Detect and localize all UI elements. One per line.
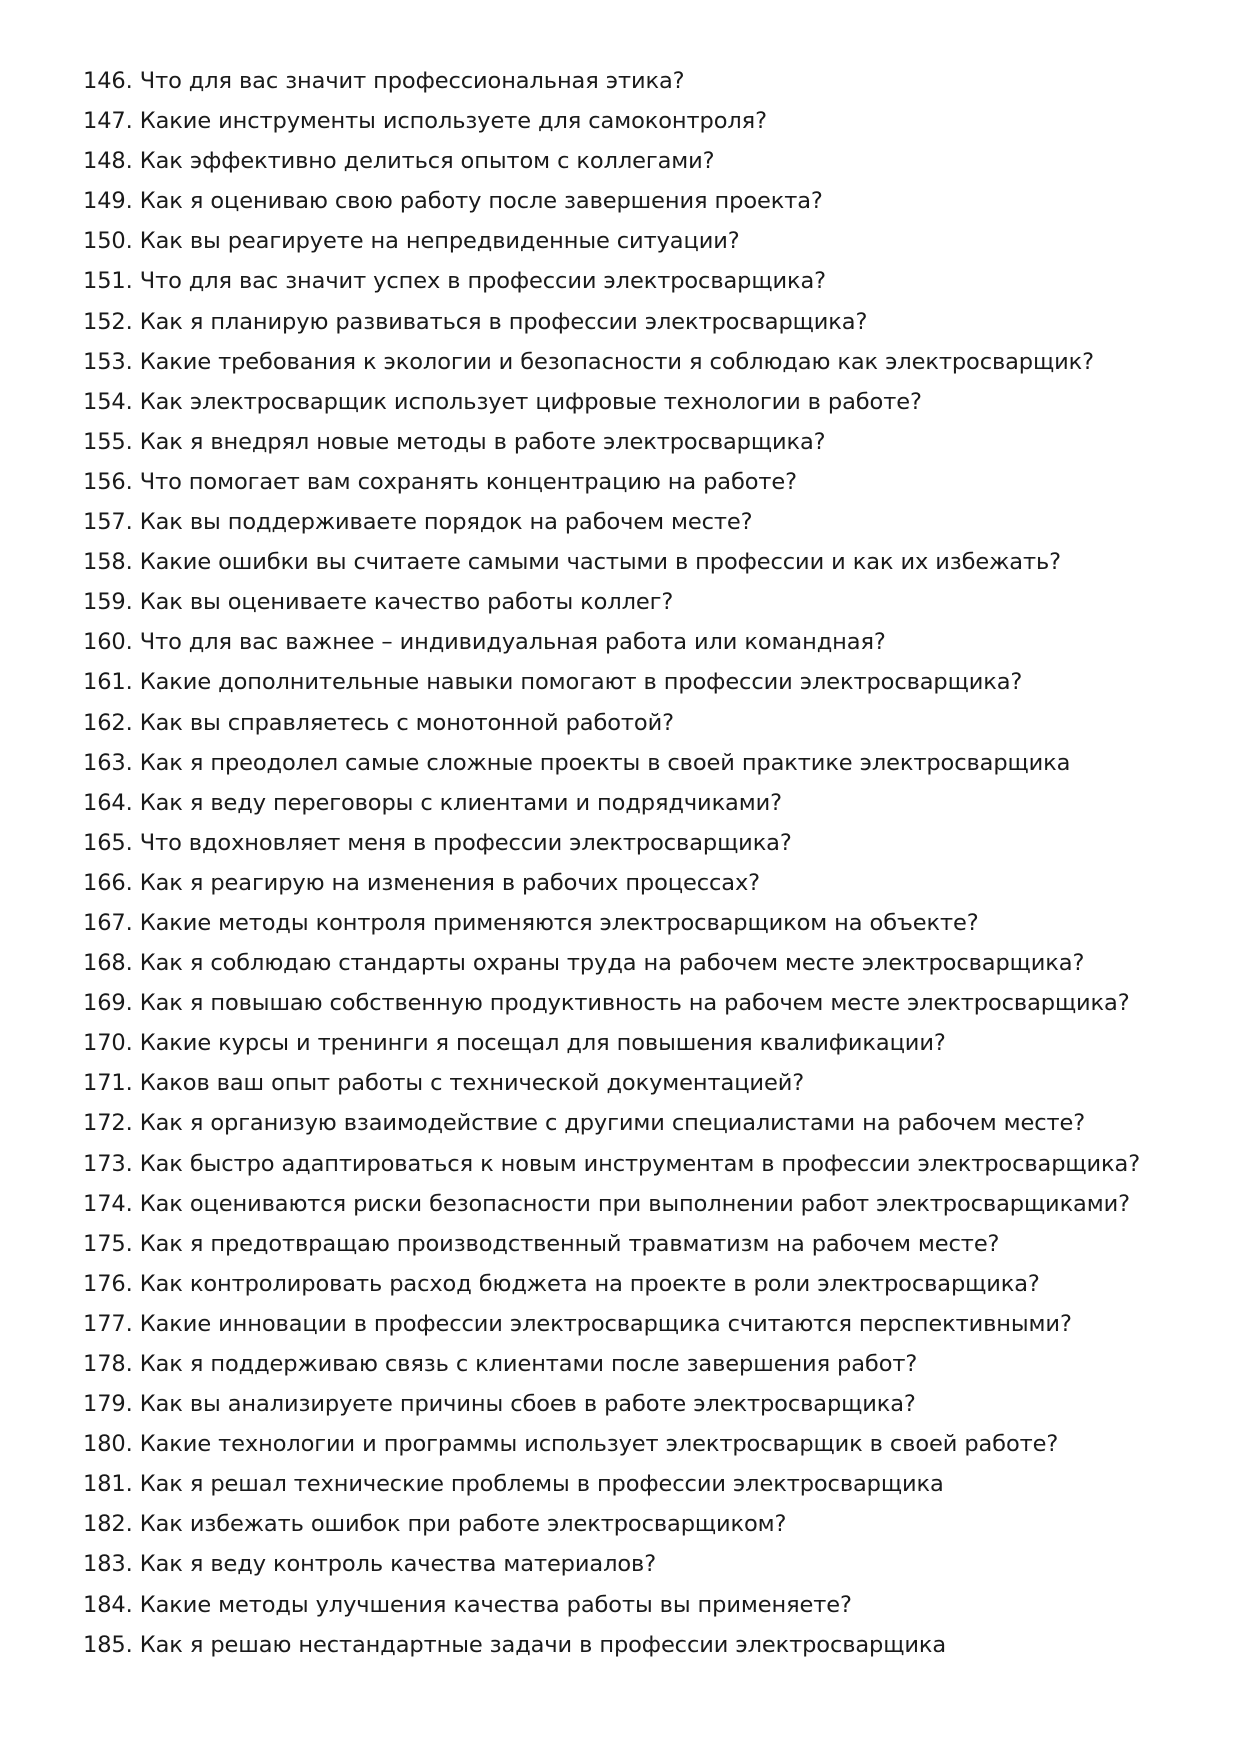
question-item: 165. Что вдохновляет меня в профессии электросварщика? — [83, 829, 792, 856]
question-item: 161. Какие дополнительные навыки помогают в профессии электросварщика? — [83, 669, 1023, 696]
question-item: 153. Какие требования к экологии и безопасности я соблюдаю как электросварщик? — [83, 348, 1094, 375]
question-item: 149. Как я оцениваю свою работу после завершения проекта? — [83, 188, 823, 215]
question-item: 163. Как я преодолел самые сложные проекты в своей практике электросварщика — [83, 749, 1071, 776]
question-item: 158. Какие ошибки вы считаете самыми частыми в профессии и как их избежать? — [83, 549, 1062, 576]
question-item: 181. Как я решал технические проблемы в профессии электросварщика — [83, 1471, 944, 1498]
question-item: 155. Как я внедрял новые методы в работе электросварщика? — [83, 428, 826, 455]
question-item: 177. Какие инновации в профессии электросварщика считаются перспективными? — [83, 1310, 1072, 1337]
question-item: 184. Какие методы улучшения качества работы вы применяете? — [83, 1591, 852, 1618]
question-item: 182. Как избежать ошибок при работе электросварщиком? — [83, 1511, 787, 1538]
question-item: 175. Как я предотвращаю производственный травматизм на рабочем месте? — [83, 1230, 1000, 1257]
question-item: 147. Какие инструменты используете для самоконтроля? — [83, 108, 767, 135]
question-item: 167. Какие методы контроля применяются электросварщиком на объекте? — [83, 909, 979, 936]
question-item: 178. Как я поддерживаю связь с клиентами после завершения работ? — [83, 1351, 918, 1377]
question-item: 156. Что помогает вам сохранять концентрацию на работе? — [83, 468, 797, 495]
question-item: 166. Как я реагирую на изменения в рабочих процессах? — [83, 869, 761, 896]
question-item: 176. Как контролировать расход бюджета на проекте в роли электросварщика? — [83, 1270, 1040, 1297]
question-item: 183. Как я веду контроль качества материалов? — [83, 1551, 657, 1578]
question-item: 154. Как электросварщик использует цифровые технологии в работе? — [83, 388, 922, 415]
question-item: 173. Как быстро адаптироваться к новым инструментам в профессии электросварщика? — [83, 1150, 1141, 1177]
question-item: 162. Как вы справляетесь с монотонной работой? — [83, 709, 674, 736]
question-item: 160. Что для вас важнее – индивидуальная работа или командная? — [83, 629, 886, 656]
question-item: 171. Каков ваш опыт работы с технической документацией? — [83, 1070, 805, 1097]
question-item: 159. Как вы оцениваете качество работы коллег? — [83, 589, 674, 616]
question-item: 157. Как вы поддерживаете порядок на рабочем месте? — [83, 509, 753, 536]
question-item: 150. Как вы реагируете на непредвиденные ситуации? — [83, 228, 740, 255]
question-item: 170. Какие курсы и тренинги я посещал для повышения квалификации? — [83, 1030, 946, 1057]
question-item: 180. Какие технологии и программы использует электросварщик в своей работе? — [83, 1431, 1059, 1458]
question-item: 152. Как я планирую развиваться в профессии электросварщика? — [83, 308, 868, 335]
question-item: 172. Как я организую взаимодействие с другими специалистами на рабочем месте? — [83, 1110, 1086, 1137]
question-item: 168. Как я соблюдаю стандарты охраны труда на рабочем месте электросварщика? — [83, 950, 1085, 977]
question-item: 151. Что для вас значит успех в профессии электросварщика? — [83, 268, 826, 295]
question-item: 164. Как я веду переговоры с клиентами и подрядчиками? — [83, 789, 782, 816]
question-item: 169. Как я повышаю собственную продуктивность на рабочем месте электросварщика? — [83, 990, 1130, 1017]
question-item: 148. Как эффективно делиться опытом с коллегами? — [83, 148, 715, 175]
question-item: 146. Что для вас значит профессиональная этика? — [83, 68, 685, 94]
question-item: 185. Как я решаю нестандартные задачи в профессии электросварщика — [83, 1631, 947, 1658]
question-item: 179. Как вы анализируете причины сбоев в работе электросварщика? — [83, 1391, 916, 1418]
question-item: 174. Как оцениваются риски безопасности при выполнении работ электросварщиками? — [83, 1190, 1130, 1217]
question-list — [83, 61, 1183, 1665]
